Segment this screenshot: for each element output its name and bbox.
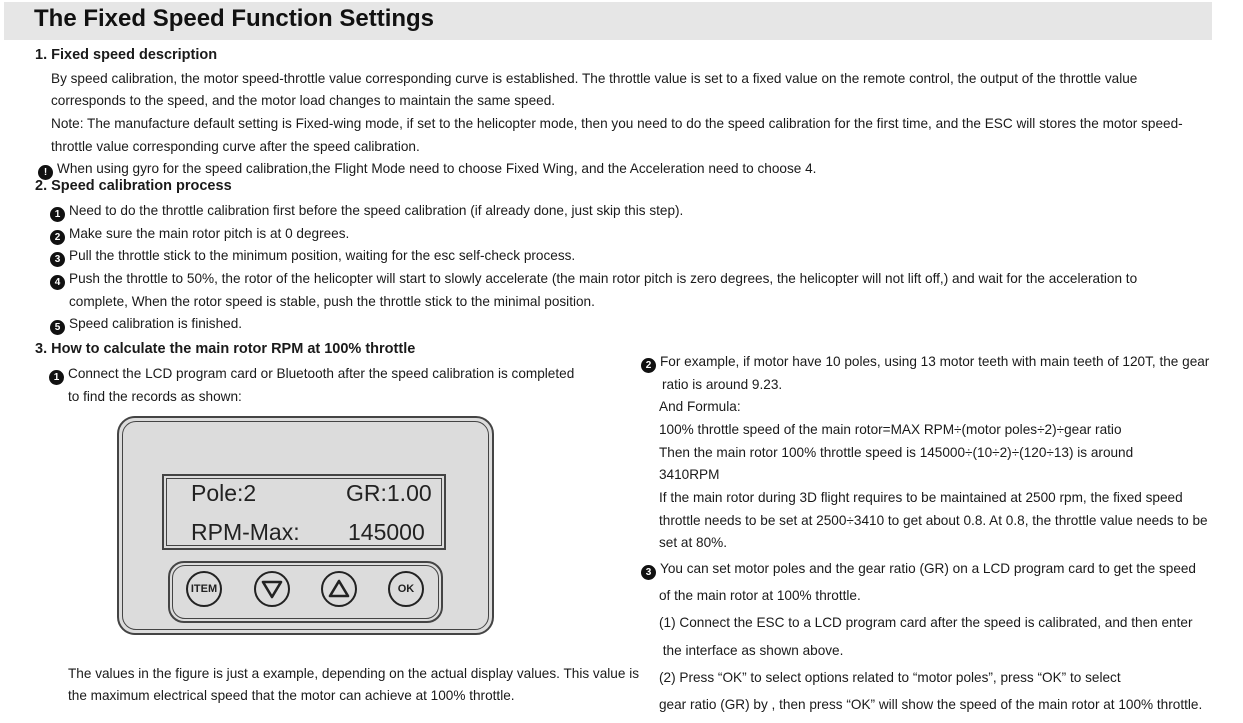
s3-item-1-text: Connect the LCD program card or Bluetooth after the speed calibration is completed: [68, 366, 575, 381]
step-text: Make sure the main rotor pitch is at 0 degrees.: [69, 226, 350, 241]
s3-figure-note: the maximum electrical speed that the motor can achieve at 100% throttle.: [68, 688, 515, 703]
s3-item-3-text: You can set motor poles and the gear ratio (GR) on a LCD program card to get the speed: [660, 561, 1196, 576]
down-button[interactable]: [254, 571, 290, 607]
step-item: [50, 203, 683, 222]
s3-item-3-line: (1) Connect the ESC to a LCD program card after the speed is calibrated, and then enter: [659, 615, 1193, 630]
step-text: Push the throttle to 50%, the rotor of the helicopter will start to slowly accelerate (the main rotor pitch is zero degrees, the helicopter will not lift off,) and wait for the acceleration to: [69, 271, 1138, 286]
s3-item-2-text: For example, if motor have 10 poles, using 13 motor teeth with main teeth of 120T, the gear: [660, 354, 1210, 369]
step-item: [50, 248, 575, 267]
section-1-heading: 1. Fixed speed description: [35, 47, 218, 63]
step-number-icon: 4: [50, 275, 65, 290]
step-number-icon: 3: [641, 565, 656, 580]
s3-item-2-line: ratio is around 9.23.: [662, 377, 783, 392]
step-number-icon: 2: [50, 230, 65, 245]
s3-item-2-line: Then the main rotor 100% throttle speed is 145000÷(10÷2)÷(120÷13) is around: [659, 445, 1134, 460]
s1-note-line: throttle value corresponding curve after the speed calibration.: [51, 139, 420, 154]
s1-paragraph-line: corresponds to the speed, and the motor load changes to maintain the same speed.: [51, 93, 556, 108]
section-3-heading: 3. How to calculate the main rotor RPM at 100% throttle: [35, 341, 416, 357]
s3-figure-note: The values in the figure is just a example, depending on the actual display values. This value is: [68, 666, 640, 681]
step-item: [50, 316, 242, 335]
lcd-gr-value: GR:1.00: [346, 480, 432, 506]
step-number-icon: 2: [641, 358, 656, 373]
warning-text: When using gyro for the speed calibration,the Flight Mode need to choose Fixed Wing, and the Acceleration need to choose 4.: [57, 161, 817, 176]
s3-item-2: [641, 354, 1209, 373]
step-text-continued: complete, When the rotor speed is stable, push the throttle stick to the minimal position.: [69, 294, 595, 309]
up-button[interactable]: [321, 571, 357, 607]
s3-item-2-line: throttle needs to be set at 2500÷3410 to get about 0.8. At 0.8, the throttle value needs to be: [659, 513, 1208, 528]
triangle-down-icon: [261, 579, 283, 599]
s3-item-3-line: (2) Press “OK” to select options related to “motor poles”, press “OK” to select: [659, 670, 1121, 685]
s3-item-3-line: the interface as shown above.: [659, 643, 844, 658]
section-2-heading: 2. Speed calibration process: [35, 178, 232, 194]
step-number-icon: 1: [49, 370, 64, 385]
page-title: The Fixed Speed Function Settings: [34, 5, 435, 32]
s3-formula: 100% throttle speed of the main rotor=MAX RPM÷(motor poles÷2)÷gear ratio: [659, 422, 1122, 437]
lcd-rpm-value: 145000: [348, 519, 425, 545]
s1-paragraph-line: By speed calibration, the motor speed-throttle value corresponding curve is established. The throttle value is set to a fixed value on the remote control, the output of the throttle value: [51, 71, 1138, 86]
s3-item-3-line: of the main rotor at 100% throttle.: [659, 588, 861, 603]
warning-icon: !: [38, 165, 53, 180]
step-item: [50, 271, 1137, 290]
step-text: Need to do the throttle calibration first before the speed calibration (if already done, just skip this step).: [69, 203, 684, 218]
s1-note-line: Note: The manufacture default setting is Fixed-wing mode, if set to the helicopter mode, then you need to do the speed calibration for the first time, and the ESC will stores the motor speed-: [51, 116, 1183, 131]
item-button[interactable]: ITEM: [186, 571, 222, 607]
step-number-icon: 1: [50, 207, 65, 222]
s3-item-1-text-continued: to find the records as shown:: [68, 389, 242, 404]
lcd-rpm-label: RPM-Max:: [191, 519, 300, 545]
step-number-icon: 3: [50, 252, 65, 267]
s3-item-3-line: gear ratio (GR) by , then press “OK” will show the speed of the main rotor at 100% throttle.: [659, 697, 1203, 712]
step-text: Pull the throttle stick to the minimum position, waiting for the esc self-check process.: [69, 248, 576, 263]
ok-button[interactable]: OK: [388, 571, 424, 607]
step-item: [50, 226, 349, 245]
s3-item-2-line: If the main rotor during 3D flight requires to be maintained at 2500 rpm, the fixed speed: [659, 490, 1183, 505]
s3-item-2-line: set at 80%.: [659, 535, 728, 550]
lcd-pole-value: Pole:2: [191, 480, 257, 506]
s3-item-2-line: 3410RPM: [659, 467, 720, 482]
s3-item-3: [641, 561, 1196, 580]
step-number-icon: 5: [50, 320, 65, 335]
s3-item-2-line: And Formula:: [659, 399, 741, 414]
step-text: Speed calibration is finished.: [69, 316, 243, 331]
s3-item-1: [49, 366, 574, 385]
triangle-up-icon: [328, 579, 350, 599]
